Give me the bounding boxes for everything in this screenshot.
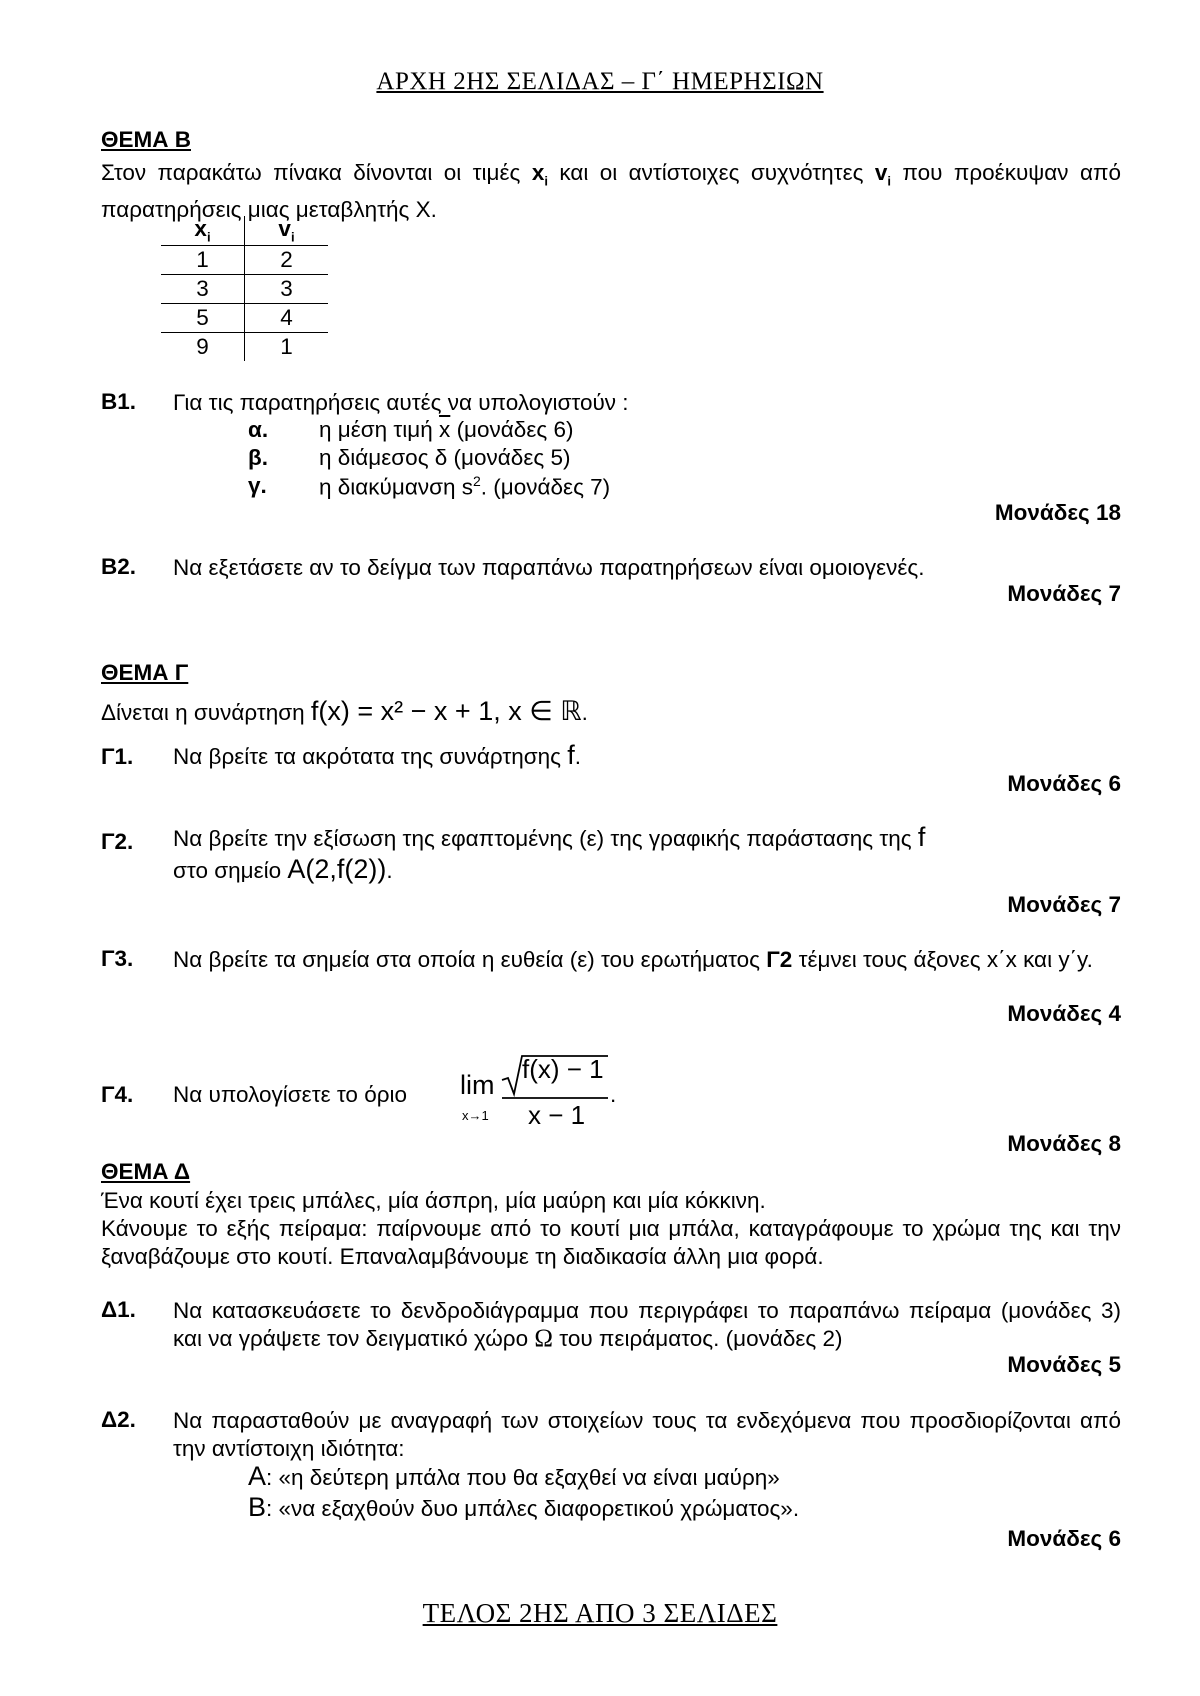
- limit-denominator: x − 1: [528, 1100, 586, 1130]
- table-row: [161, 303, 328, 332]
- question-b1-text: Για τις παρατηρήσεις αυτές να υπολογιστούν :: [173, 390, 629, 415]
- table-cell: 1: [161, 245, 245, 274]
- table-cell: 9: [161, 332, 245, 361]
- table-cell: 5: [161, 303, 245, 332]
- item-label: α.: [248, 417, 269, 442]
- frequency-table: [161, 216, 328, 361]
- marks-g2: Μονάδες 7: [1007, 892, 1121, 917]
- question-g3-label: Γ3.: [101, 946, 134, 971]
- event-b: B: «να εξαχθούν δυο μπάλες διαφορετικού χρώματος».: [248, 1492, 800, 1522]
- marks-g3: Μονάδες 4: [1007, 1001, 1121, 1026]
- item-label: γ.: [248, 473, 267, 498]
- question-b1-label: Β1.: [101, 389, 137, 414]
- column-header-x: $x_i$: [161, 216, 245, 245]
- table-cell: 4: [245, 303, 329, 332]
- question-g4-text: Να υπολογίσετε το όριο: [173, 1082, 408, 1107]
- marks-g4: Μονάδες 8: [1007, 1131, 1121, 1156]
- limit-word: lim: [460, 1070, 495, 1100]
- page-footer: ΤΕΛΟΣ 2ΗΣ ΑΠΟ 3 ΣΕΛΙΔΕΣ: [422, 1598, 778, 1628]
- question-g2-text: Να βρείτε την εξίσωση της εφαπτομένης (ε) της γραφικής παράστασης της f: [173, 822, 926, 852]
- item-label: β.: [248, 445, 268, 470]
- marks-b2: Μονάδες 7: [1007, 581, 1121, 606]
- section-g-intro: Δίνεται η συνάρτηση f(x) = x² − x + 1, x ∈ ℝ.: [101, 696, 588, 726]
- question-g1-text: Να βρείτε τα ακρότατα της συνάρτησης f.: [173, 740, 582, 770]
- question-g3-text: Να βρείτε τα σημεία στα οποία η ευθεία (ε) του ερωτήματος Γ2 τέμνει τους άξονες x΄x και y΄y.: [173, 947, 1093, 972]
- question-d2-text: Να παρασταθούν με αναγραφή των στοιχείων τους τα ενδεχόμενα που προσδιορίζονται από την αντίστοιχη ιδιότητα:: [173, 1408, 1121, 1461]
- question-g4-label: Γ4.: [101, 1082, 134, 1107]
- question-d1-label: Δ1.: [101, 1297, 136, 1322]
- marks-b1: Μονάδες 18: [994, 500, 1121, 525]
- column-header-v: $v_i$: [245, 216, 329, 245]
- function-definition: f(x) = x² − x + 1, x ∈ ℝ: [310, 696, 582, 726]
- section-title-b: ΘΕΜΑ Β: [101, 127, 191, 152]
- limit-subscript: x→1: [462, 1108, 489, 1123]
- marks-d2: Μονάδες 6: [1007, 1526, 1121, 1551]
- limit-numerator: f(x) − 1: [522, 1054, 604, 1084]
- question-b2-label: Β2.: [101, 554, 137, 579]
- item-text: η διακύμανση $s^2$. (μονάδες 7): [319, 473, 611, 500]
- table-row: [161, 274, 328, 303]
- marks-d1: Μονάδες 5: [1007, 1352, 1121, 1377]
- section-title-d: ΘΕΜΑ Δ: [101, 1159, 191, 1184]
- section-d-p2: Κάνουμε το εξής πείραμα: παίρνουμε από το κουτί μια μπάλα, καταγράφουμε το χρώμα της και την ξαναβάζουμε στο κουτί. Επαναλαμβάνουμε τη διαδικασία άλλη μια φορά.: [101, 1216, 1121, 1269]
- limit-end: .: [610, 1082, 617, 1107]
- item-text: η μέση τιμή $\overline{x}$ (μονάδες 6): [319, 417, 574, 442]
- section-b-intro: Στον παρακάτω πίνακα δίνονται οι τιμές $x_i$ και οι αντίστοιχες συχνότητες $v_i$ που προέκυψαν από παρατηρήσεις μιας μεταβλητής Χ.: [101, 160, 1121, 222]
- table-row: [161, 332, 328, 361]
- section-title-g: ΘΕΜΑ Γ: [101, 660, 189, 685]
- table-header-row: [161, 216, 328, 245]
- table-cell: 3: [161, 274, 245, 303]
- marks-g1: Μονάδες 6: [1007, 771, 1121, 796]
- question-g2-label: Γ2.: [101, 829, 134, 854]
- question-d1-text: Να κατασκευάσετε το δενδροδιάγραμμα που περιγράφει το παραπάνω πείραμα (μονάδες 3) και να γράψετε τον δειγματικό χώρο Ω του πειράματος. (μονάδες 2): [173, 1298, 1121, 1352]
- table-cell: 2: [245, 245, 329, 274]
- page-header: ΑΡΧΗ 2ΗΣ ΣΕΛΙΔΑΣ – Γ΄ ΗΜΕΡΗΣΙΩΝ: [376, 68, 824, 95]
- question-g2-line2: στο σημείο Α(2,f(2)).: [173, 854, 393, 884]
- section-d-p1: Ένα κουτί έχει τρεις μπάλες, μία άσπρη, μία μαύρη και μία κόκκινη.: [101, 1188, 766, 1213]
- item-text: η διάμεσος δ (μονάδες 5): [319, 445, 571, 470]
- table-cell: 3: [245, 274, 329, 303]
- question-g1-label: Γ1.: [101, 744, 134, 769]
- table-cell: 1: [280, 333, 293, 359]
- event-a: A: «η δεύτερη μπάλα που θα εξαχθεί να είναι μαύρη»: [248, 1461, 780, 1491]
- question-b2-text: Να εξετάσετε αν το δείγμα των παραπάνω παρατηρήσεων είναι ομοιογενές.: [173, 555, 925, 580]
- table-row: [161, 245, 328, 274]
- question-d2-label: Δ2.: [101, 1407, 136, 1432]
